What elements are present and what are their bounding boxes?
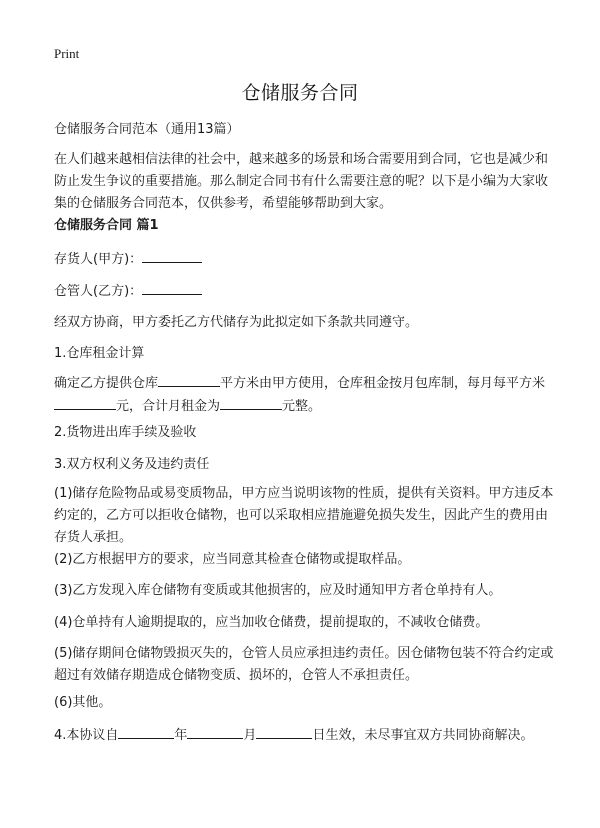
intro-paragraph: 在人们越来越相信法律的社会中，越来越多的场景和场合需要用到合同，它也是减少和防止发生争议的重要措施。那么制定合同书有什么需要注意的呢？以下是小编为大家收集的仓储服务合同范本，仅供参考，希望能够帮助到大家。 [54, 152, 549, 211]
clause-4-year-label: 年 [174, 728, 188, 743]
party-a-line [54, 248, 554, 271]
clause-3-item-1: (1)储存危险物品或易变质物品，甲方应当说明该物的性质，提供有关资料。甲方违反本约定的，乙方可以拒收仓储物，也可以采取相应措施避免损失发生，因此产生的费用由存货人承担。 [54, 486, 554, 545]
page-title: 仓储服务合同 [241, 82, 359, 104]
clause-1-paragraph [54, 372, 554, 418]
clause-3-item-4: (4)仓单持有人逾期提取的，应当加收仓储费，提前提取的，不减收仓储费。 [54, 615, 489, 630]
clause-1-text-b: 平方米由甲方使用，仓库租金按月包库制，每月每平方米 [220, 376, 546, 391]
party-b-line [54, 280, 554, 303]
clause-3-heading: 3.双方权利义务及违约责任 [54, 457, 210, 472]
unit-price-blank [54, 395, 116, 410]
clause-4-text-b: 日生效，未尽事宜双方共同协商解决。 [312, 728, 534, 743]
clause-3-item-2: (2)乙方根据甲方的要求，应当同意其检查仓储物或提取样品。 [54, 552, 411, 567]
party-b-label: 仓管人(乙方)： [54, 284, 143, 299]
clause-1-text-d: 元整。 [282, 399, 322, 414]
area-blank [158, 372, 220, 387]
monthly-rent-blank [220, 395, 282, 410]
party-a-blank [142, 248, 202, 263]
clause-4-paragraph [54, 724, 554, 747]
clause-4-text-a: 4.本协议自 [54, 728, 119, 743]
day-blank [256, 724, 312, 739]
clause-1-text-a: 确定乙方提供仓库 [54, 376, 159, 391]
clause-3-item-5: (5)储存期间仓储物毁损灭失的，仓管人员应承担违约责任。因仓储物包装不符合约定或超过有效储存期造成仓储物变质、损坏的，仓管人不承担责任。 [54, 646, 554, 683]
clause-4-month-label: 月 [243, 728, 257, 743]
clause-3-item-3: (3)乙方发现入库仓储物有变质或其他损害的，应及时通知甲方者仓单持有人。 [54, 583, 502, 598]
clause-2-heading: 2.货物进出库手续及验收 [54, 425, 197, 440]
print-link[interactable]: Print [54, 46, 80, 61]
document-subtitle: 仓储服务合同范本（通用13篇） [54, 122, 240, 137]
section-heading: 仓储服务合同 篇1 [54, 218, 159, 233]
party-b-blank [142, 280, 202, 295]
clause-3-item-6: (6)其他。 [54, 695, 112, 710]
party-a-label: 存货人(甲方)： [54, 252, 143, 267]
clause-1-heading: 1.仓库租金计算 [54, 346, 145, 361]
year-blank [118, 724, 174, 739]
month-blank [187, 724, 243, 739]
clause-1-text-c: 元，合计月租金为 [116, 399, 221, 414]
preamble-paragraph: 经双方协商，甲方委托乙方代储存为此拟定如下条款共同遵守。 [54, 315, 419, 330]
